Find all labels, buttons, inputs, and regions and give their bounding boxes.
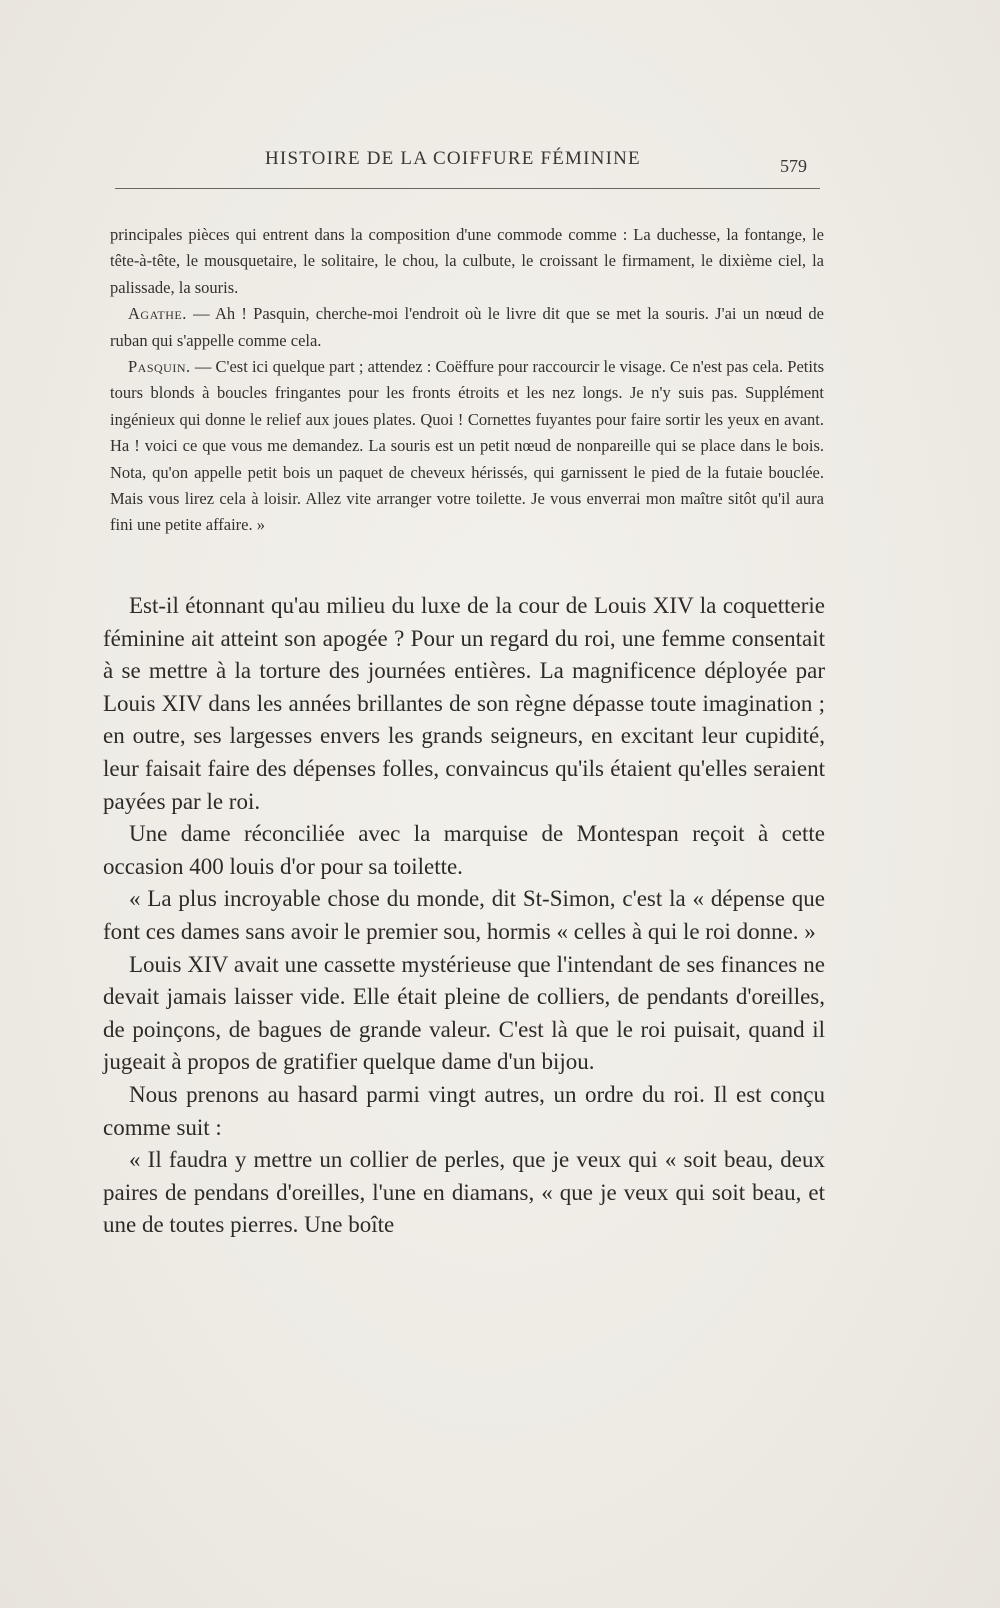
agathe-speaker-name: Agathe. [128, 304, 187, 324]
agathe-speech [110, 301, 824, 354]
quote-opening-paragraph: principales pièces qui entrent dans la composition d'une commode comme : La duchesse, la fontange, le tête-à-tête, le mousquetaire, le solitaire, le chou, la culbute, le croissant le firmament, le dixième ciel, la palissade, la souris. [110, 225, 824, 297]
body-paragraph-5: Nous prenons au hasard parmi vingt autres, un ordre du roi. Il est conçu comme suit : [103, 1081, 825, 1140]
header-rule [115, 188, 820, 189]
main-text-block [103, 590, 825, 1242]
body-paragraph-3: « La plus incroyable chose du monde, dit St-Simon, c'est la « dépense que font ces dames sans avoir le premier sou, hormis « celles à qui le roi donne. » [103, 886, 825, 944]
body-paragraph-6: « Il faudra y mettre un collier de perles, que je veux qui « soit beau, deux paires de pendans d'oreilles, l'une en diamans, « que je veux qui soit beau, et une de toutes pierres. Une boîte [103, 1147, 825, 1238]
running-header-title: HISTOIRE DE LA COIFFURE FÉMININE [265, 148, 641, 169]
pasquin-speech-text: — C'est ici quelque part ; attendez : Coëffure pour raccourcir le visage. Ce n'est pas cela. Petits tours blonds à boucles fringantes pour les fronts étroits et les nez longs. Je n'y suis pas. Supplément ingénieux qui donne le relief aux joues plates. Quoi ! Cornettes fuyantes pour faire sortir les yeux en avant. Ha ! voici ce que vous me demandez. La souris est un petit nœud de nonpareille qui se place dans le bois. Nota, qu'on appelle petit bois un paquet de cheveux hérissés, qui garnissent le pied de la futaie bouclée. Mais vous lirez cela à loisir. Allez vite arranger votre toilette. Je vous enverrai mon maître sitôt qu'il aura fini une petite affaire. » [110, 357, 824, 535]
pasquin-speaker-name: Pasquin. [128, 357, 191, 377]
page-number: 579 [780, 156, 807, 176]
body-paragraph-1: Est-il étonnant qu'au milieu du luxe de la cour de Louis XIV la coquetterie féminine ait atteint son apogée ? Pour un regard du roi, une femme consentait à se mettre à la torture des journées entières. La magnificence déployée par Louis XIV dans les années brillantes de son règne dépasse toute imagination ; en outre, ses largesses envers les grands seigneurs, en excitant leur cupidité, leur faisait faire des dépenses folles, convaincus qu'ils étaient qu'elles seraient payées par le roi. [103, 593, 825, 814]
body-paragraph-2: Une dame réconciliée avec la marquise de Montespan reçoit à cette occasion 400 louis d'or pour sa toilette. [103, 821, 825, 879]
dialogue-quote-block [110, 222, 824, 539]
agathe-speech-text: — Ah ! Pasquin, cherche-moi l'endroit où le livre dit que se met la souris. J'ai un nœud de ruban qui s'appelle comme cela. [110, 304, 824, 350]
body-paragraph-4: Louis XIV avait une cassette mystérieuse que l'intendant de ses finances ne devait jamais laisser vide. Elle était pleine de colliers, de pendants d'oreilles, de poinçons, de bagues de grande valeur. C'est là que le roi puisait, quand il jugeait à propos de gratifier quelque dame d'un bijou. [103, 951, 825, 1075]
pasquin-speech [110, 354, 824, 539]
